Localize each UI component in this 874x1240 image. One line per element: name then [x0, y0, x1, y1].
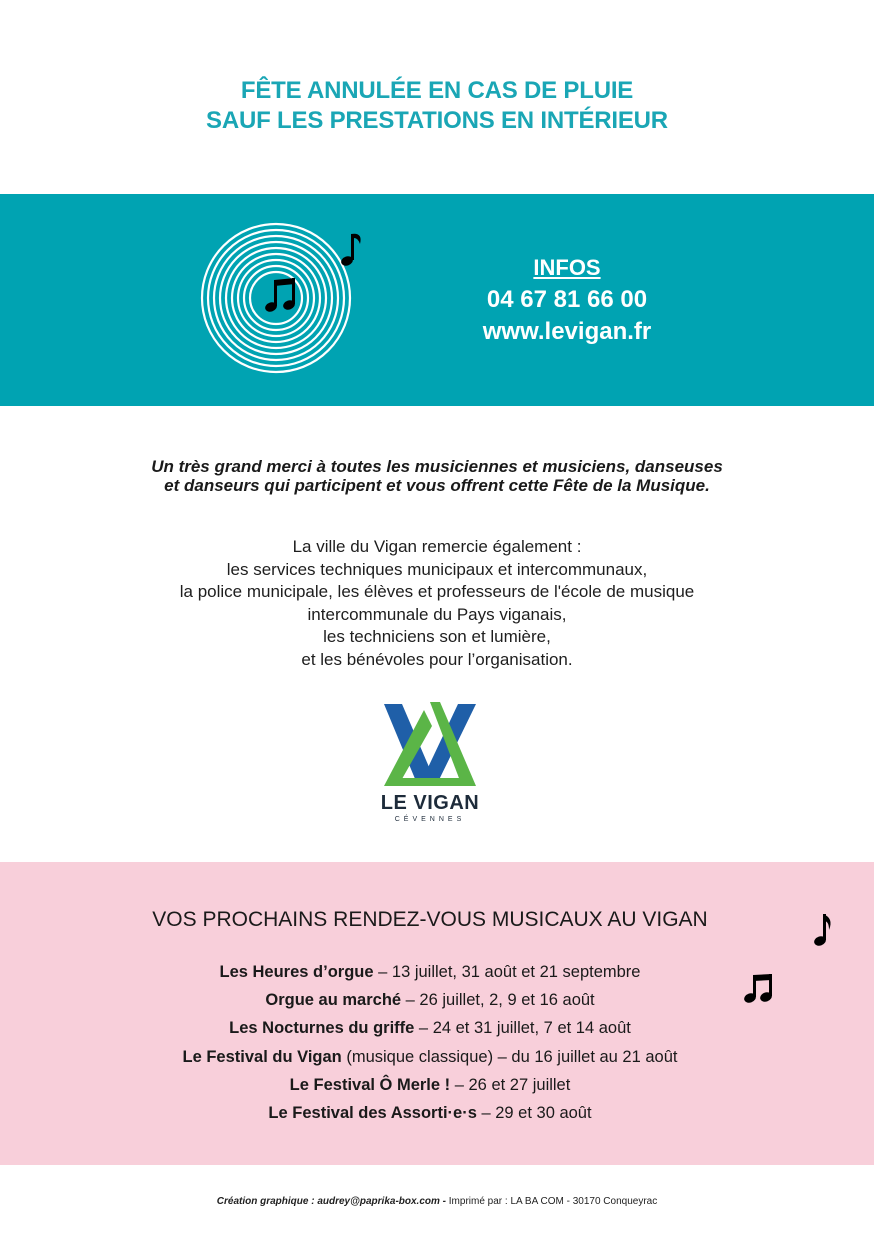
event-item	[0, 1071, 860, 1099]
footer-credit: Création graphique : audrey@paprika-box.com -	[216, 1196, 446, 1207]
le-vigan-logo	[380, 700, 480, 830]
rain-warning	[0, 76, 874, 136]
event-name: Le Festival des Assorti·e·s	[268, 1104, 477, 1123]
logo-subtitle: CÉVENNES	[394, 816, 466, 823]
infos-title: INFOS	[533, 255, 601, 280]
music-note-icon	[340, 234, 361, 268]
city-thanks-line: les services techniques municipaux et intercommunaux,	[226, 559, 648, 579]
city-thanks-intro: La ville du Vigan remercie également :	[292, 537, 582, 556]
city-thanks-line: intercommunale du Pays viganais,	[307, 604, 567, 624]
event-name: Orgue au marché	[265, 991, 402, 1010]
event-name: Les Nocturnes du griffe	[229, 1019, 415, 1038]
events-title: VOS PROCHAINS RENDEZ-VOUS MUSICAUX AU VIGAN	[152, 908, 708, 931]
thanks-message	[0, 457, 874, 495]
infos-website[interactable]: www.levigan.fr	[482, 318, 652, 345]
event-item	[0, 1043, 860, 1071]
thanks-line1: Un très grand merci à toutes les musiciennes et musiciens, danseuses	[151, 457, 723, 476]
footer-credits	[0, 1196, 874, 1207]
event-name: Le Festival Ô Merle !	[289, 1075, 451, 1094]
infos-block	[430, 252, 704, 348]
infos-phone[interactable]: 04 67 81 66 00	[486, 286, 648, 313]
vinyl-disc-icon	[188, 222, 368, 402]
event-detail: – 26 et 27 juillet	[450, 1075, 571, 1094]
logo-mark-icon	[380, 700, 480, 792]
event-detail: – 29 et 30 août	[476, 1104, 592, 1123]
footer-printer: Imprimé par : LA BA COM - 30170 Conqueyrac	[446, 1196, 658, 1207]
event-detail: – 24 et 31 juillet, 7 et 14 août	[414, 1019, 631, 1038]
city-thanks-line: les techniciens son et lumière,	[323, 627, 551, 647]
city-thanks-line: la police municipale, les élèves et professeurs de l'école de musique	[179, 582, 695, 602]
logo-name: LE VIGAN	[380, 792, 480, 814]
city-thanks	[0, 536, 874, 672]
event-item	[0, 986, 860, 1014]
event-item	[0, 1014, 860, 1042]
beamed-notes-icon	[264, 278, 296, 313]
music-note-icon	[812, 912, 834, 950]
events-list	[0, 958, 860, 1127]
thanks-line2: et danseurs qui participent et vous offrent cette Fête de la Musique.	[164, 476, 710, 495]
rain-warning-line2: SAUF LES PRESTATIONS EN INTÉRIEUR	[206, 107, 668, 134]
rain-warning-line1: FÊTE ANNULÉE EN CAS DE PLUIE	[240, 77, 634, 104]
event-item	[0, 958, 860, 986]
event-detail: – 26 juillet, 2, 9 et 16 août	[401, 991, 595, 1010]
event-detail: – 13 juillet, 31 août et 21 septembre	[373, 963, 641, 981]
event-name: Le Festival du Vigan	[182, 1047, 342, 1066]
event-detail: (musique classique) – du 16 juillet au 21 août	[341, 1047, 678, 1066]
event-item	[0, 1099, 860, 1127]
city-thanks-line: et les bénévoles pour l’organisation.	[301, 649, 573, 669]
event-name: Les Heures d’orgue	[219, 963, 374, 981]
